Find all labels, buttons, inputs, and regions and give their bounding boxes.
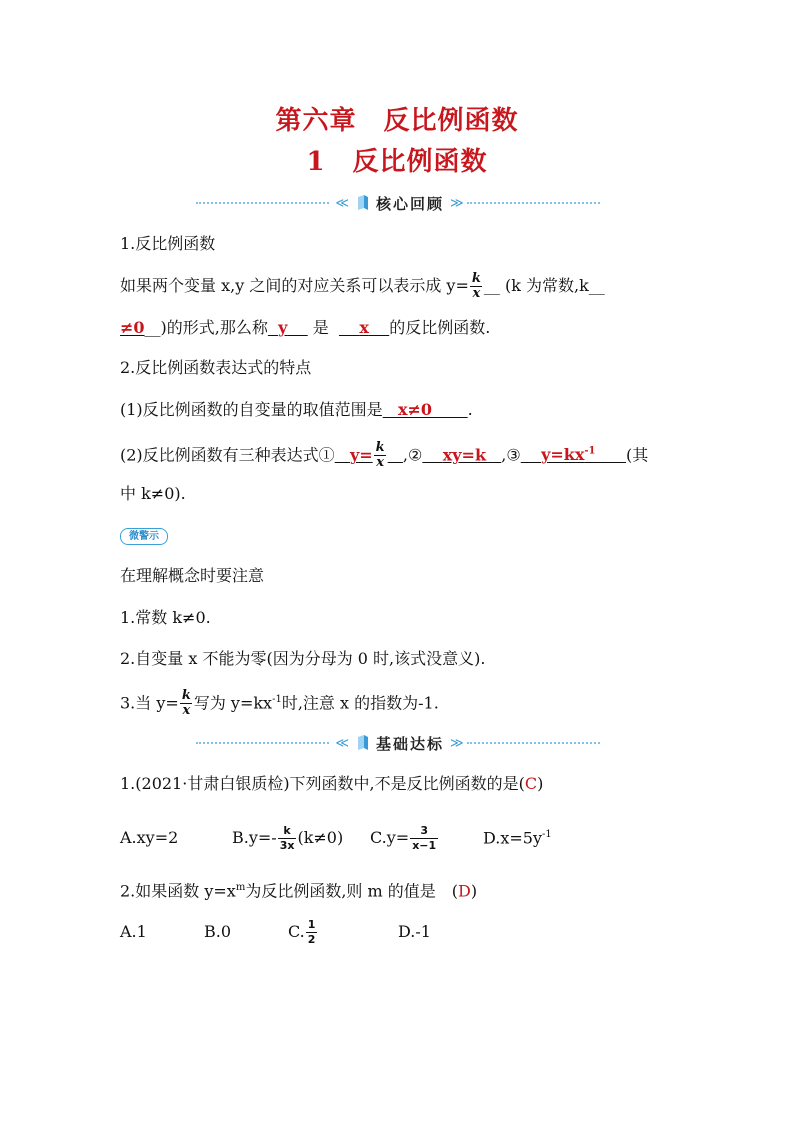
- section-header-basic: [196, 731, 600, 755]
- answer-form-3: $y=kx^{-1}$: [541, 445, 596, 465]
- answer-form-2: xy=k: [442, 445, 487, 465]
- book-icon: [356, 195, 370, 211]
- review-heading-2: 2.反比例函数表达式的特点: [120, 358, 312, 377]
- section-label: 基础达标: [376, 734, 445, 753]
- tip-item-2: 2.自变量 x 不能为零(因为分母为 0 时,该式没意义).: [120, 649, 486, 668]
- double-chevron-left-icon: ≪: [335, 195, 346, 211]
- fraction-k-over-x: $\frac{k}{x}$: [181, 688, 191, 719]
- answer-y: y: [278, 318, 288, 337]
- review-paragraph-line1: 如果两个变量 x,y 之间的对应关系可以表示成 y= $\frac{k}{x}$ __ (k 为常数,k__: [120, 271, 605, 301]
- answer-k-not-zero: ≠0: [120, 318, 145, 337]
- tip-badge: 微警示: [120, 528, 168, 545]
- option-d: $D.x=5y^{-1}$: [483, 828, 552, 848]
- section-divider-left: [196, 202, 329, 204]
- answer-form-1: y=: [349, 445, 373, 465]
- section-header-review: [196, 191, 600, 215]
- tip-intro: 在理解概念时要注意: [120, 566, 265, 585]
- lesson-title: 1 反比例函数: [306, 147, 488, 177]
- review-item-2: (2)反比例函数有三种表达式① y= $\frac{k}{x}$ ,② xy=k ,③ $y=kx^{-1}$ (其: [120, 440, 649, 471]
- answer-x: x: [359, 318, 369, 337]
- double-chevron-right-icon: ≫: [450, 735, 461, 751]
- option-c: C. $\frac{1}{2}$: [288, 918, 316, 946]
- tip-item-3: 3.当 y= $\frac{k}{x}$ 写为 $y=kx^{-1}$时,注意 x 的指数为-1.: [120, 688, 439, 719]
- question-2-answer: D: [458, 881, 471, 901]
- option-d: D.-1: [398, 922, 431, 941]
- section-divider-right: [467, 742, 600, 744]
- section-divider-right: [467, 202, 600, 204]
- option-a: A.1: [120, 922, 147, 941]
- review-heading-1: 1.反比例函数: [120, 234, 216, 253]
- question-2-stem: 2.如果函数 $y=x^m$为反比例函数,则 m 的值是 (D): [120, 881, 478, 901]
- option-c: C.y= $\frac{3}{x-1}$: [370, 824, 437, 853]
- review-item-2-cont: 中 k≠0).: [120, 484, 186, 503]
- question-1-options: [120, 823, 552, 853]
- tip-item-1: 1.常数 k≠0.: [120, 608, 211, 627]
- fraction-one-half: $\frac{1}{2}$: [307, 918, 316, 946]
- fraction-3-over-x-minus-1: $\frac{3}{x-1}$: [412, 824, 437, 853]
- review-paragraph-line2: ≠0__)的形式,那么称 y 是 x 的反比例函数.: [120, 318, 491, 337]
- question-1-stem: 1.(2021·甘肃白银质检)下列函数中,不是反比例函数的是(C): [120, 774, 544, 793]
- section-divider-left: [196, 742, 329, 744]
- fraction-k-over-x: $\frac{k}{x}$: [375, 440, 385, 471]
- option-b: B.y=- $\frac{k}{3x}$ (k≠0): [232, 824, 344, 853]
- question-1-answer: C: [524, 774, 538, 793]
- question-2-options: [120, 918, 431, 947]
- option-b: B.0: [204, 922, 232, 941]
- review-item-1: (1)反比例函数的自变量的取值范围是 x≠0 .: [120, 400, 473, 419]
- fraction-k-over-3x: $\frac{k}{3x}$: [279, 824, 295, 853]
- double-chevron-right-icon: ≫: [450, 195, 461, 211]
- section-label: 核心回顾: [376, 194, 445, 213]
- answer-domain: x≠0: [397, 400, 433, 419]
- fraction-k-over-x: $\frac{k}{x}$: [471, 271, 481, 301]
- option-a: A.xy=2: [120, 828, 179, 848]
- double-chevron-left-icon: ≪: [335, 735, 346, 751]
- book-icon: [356, 735, 370, 751]
- chapter-title: 第六章 反比例函数: [275, 106, 519, 136]
